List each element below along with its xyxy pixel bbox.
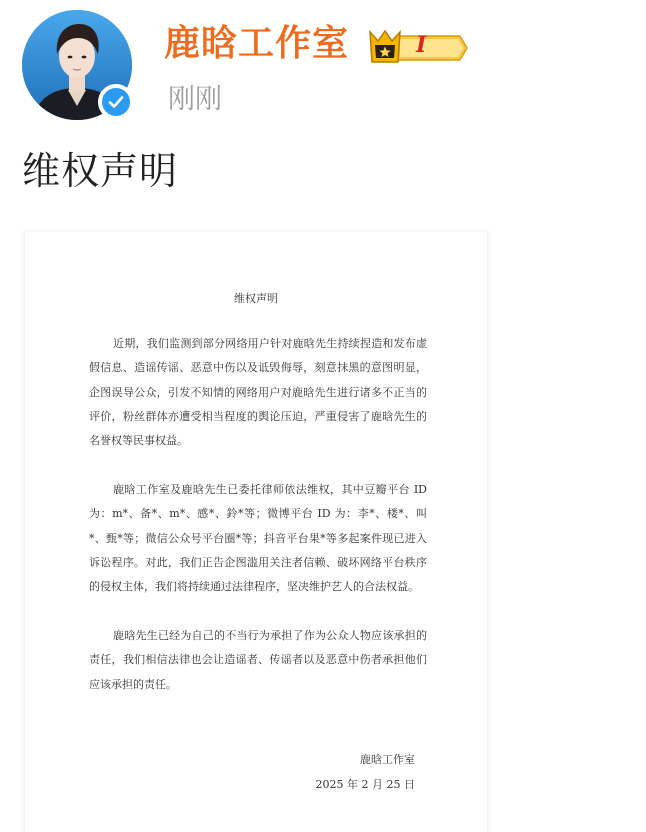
document-signature: 鹿晗工作室 xyxy=(360,753,415,766)
post-time: 刚刚 xyxy=(168,84,222,115)
member-badge[interactable] xyxy=(364,28,468,68)
document-paragraph-2: 鹿晗工作室及鹿晗先生已委托律师依法维权，其中豆瓣平台 ID 为：m*、备*、m*、感*、鈴*等；微博平台 ID 为：李*、楼*、叫*、甄*等；微信公众号平台圈*等；抖音平台果*等多起案件现已进入诉讼程序。对此，我们正告企图滥用关注者信赖、破坏网络平台秩序的侵权主体，我们将持续通过法律程序，坚决维护艺人的合法权益。 xyxy=(89,483,427,594)
document-title: 维权声明 xyxy=(234,292,278,305)
document-date: 2025 年 2 月 25 日 xyxy=(315,778,415,791)
member-level: I xyxy=(416,32,427,58)
document-paragraph-3: 鹿晗先生已经为自己的不当行为承担了作为公众人物应该承担的责任，我们相信法律也会让造谣者、传谣者以及恶意中伤者承担他们应该承担的责任。 xyxy=(89,629,427,691)
verified-icon xyxy=(98,84,134,120)
check-icon xyxy=(107,93,125,111)
document-paragraph-1: 近期，我们监测到部分网络用户针对鹿晗先生持续捏造和发布虚假信息、造谣传谣、恶意中伤以及诋毁侮辱，刻意抹黑的意图明显，企图误导公众，引发不知情的网络用户对鹿晗先生进行诸多不正当的评价，粉丝群体亦遭受相当程度的舆论压迫，严重侵害了鹿晗先生的名誉权等民事权益。 xyxy=(89,337,427,448)
post-text: 维权声明 xyxy=(22,149,179,193)
document-image[interactable] xyxy=(24,232,488,832)
account-name[interactable]: 鹿晗工作室 xyxy=(164,23,350,64)
post-header xyxy=(22,10,622,130)
